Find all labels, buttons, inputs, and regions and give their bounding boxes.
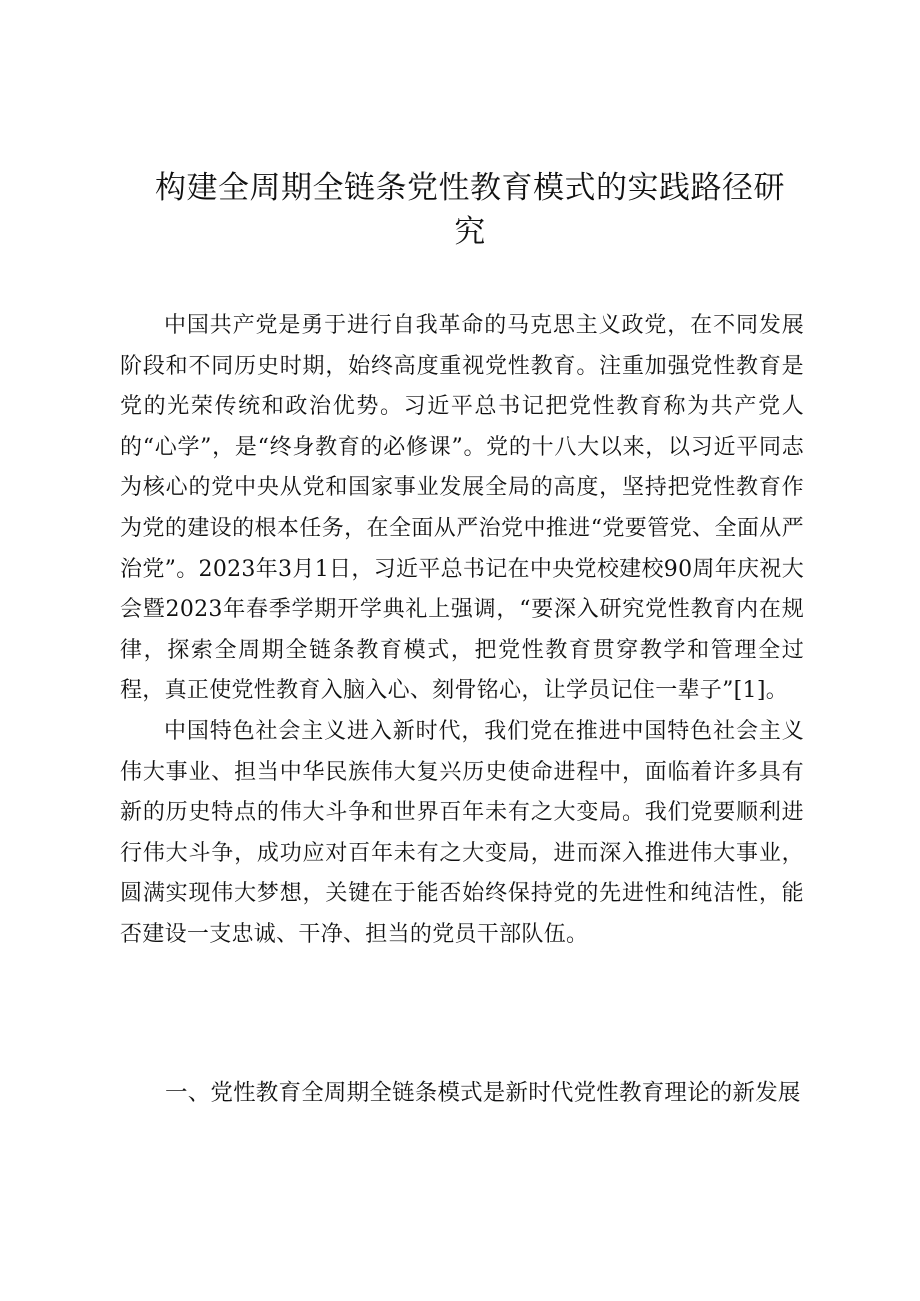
section-heading: 一、党性教育全周期全链条模式是新时代党性教育理论的新发展 <box>165 1080 801 1106</box>
document-body <box>120 306 804 956</box>
body-paragraph-1: 中国共产党是勇于进行自我革命的马克思主义政党，在不同发展阶段和不同历史时期，始终高度重视党性教育。注重加强党性教育是党的光荣传统和政治优势。习近平总书记把党性教育称为共产党人的“心学”，是“终身教育的必修课”。党的十八大以来，以习近平同志为核心的党中央从党和国家事业发展全局的高度，坚持把党性教育作为党的建设的根本任务，在全面从严治党中推进“党要管党、全面从严治党”。2023年3月1日，习近平总书记在中央党校建校90周年庆祝大会暨2023年春季学期开学典礼上强调，“要深入研究党性教育内在规律，探索全周期全链条教育模式，把党性教育贯穿教学和管理全过程，真正使党性教育入脑入心、刻骨铭心，让学员记住一辈子”[1]。 <box>120 313 804 704</box>
document-title: 构建全周期全链条党性教育模式的实践路径研究 <box>155 170 785 250</box>
body-paragraph-2: 中国特色社会主义进入新时代，我们党在推进中国特色社会主义伟大事业、担当中华民族伟大复兴历史使命进程中，面临着许多具有新的历史特点的伟大斗争和世界百年未有之大变局。我们党要顺利进行伟大斗争，成功应对百年未有之大变局，进而深入推进伟大事业，圆满实现伟大梦想，关键在于能否始终保持党的先进性和纯洁性，能否建设一支忠诚、干净、担当的党员干部队伍。 <box>120 718 804 947</box>
